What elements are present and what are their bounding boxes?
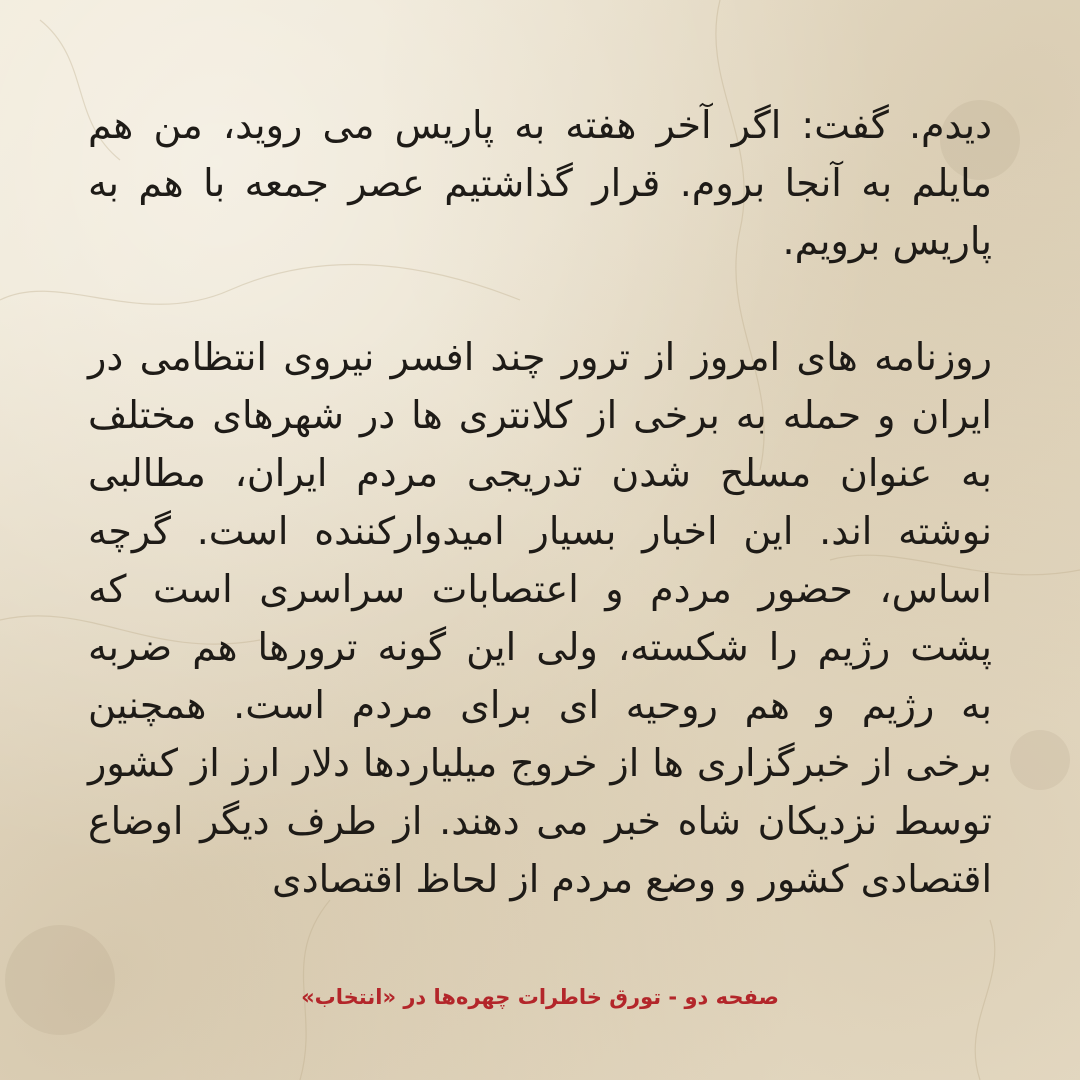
paragraph-2-line: پشت رژیم را شکسته، ولی این گونه ترورها هم ضربه <box>88 625 992 669</box>
paragraph-1-line: پاریس برویم. <box>782 219 992 263</box>
paragraph-2-line: نوشته اند. این اخبار بسیار امیدوارکننده است. گرچه <box>88 509 992 553</box>
paragraph-2-line: به رژیم و هم روحیه ای برای مردم است. همچنین <box>88 683 992 727</box>
paragraph-2-line: روزنامه های امروز از ترور چند افسر نیروی انتظامی در <box>88 335 992 379</box>
paragraph-1-line: مایلم به آنجا بروم. قرار گذاشتیم عصر جمعه با هم به <box>88 161 992 205</box>
paragraph-2-line: توسط نزدیکان شاه خبر می دهند. از طرف دیگر اوضاع <box>88 799 992 843</box>
paragraph-1-line: دیدم. گفت: اگر آخر هفته به پاریس می روید، من هم <box>88 103 992 147</box>
page-caption: صفحه دو - تورق خاطرات چهره‌ها در «انتخاب» <box>301 985 779 1009</box>
paragraph-2-line: اقتصادی کشور و وضع مردم از لحاظ اقتصادی <box>272 857 992 901</box>
paragraph-2-line: اساس، حضور مردم و اعتصابات سراسری است که <box>88 567 992 611</box>
paragraph-2-line: ایران و حمله به برخی از کلانتری ها در شهرهای مختلف <box>88 393 992 437</box>
memoir-page <box>88 96 992 908</box>
paragraph-2-line: برخی از خبرگزاری ها از خروج میلیاردها دلار ارز از کشور <box>88 741 992 785</box>
paragraph-2-line: به عنوان مسلح شدن تدریجی مردم ایران، مطالبی <box>88 451 992 495</box>
paragraph-2 <box>88 328 992 908</box>
paragraph-1 <box>88 96 992 270</box>
